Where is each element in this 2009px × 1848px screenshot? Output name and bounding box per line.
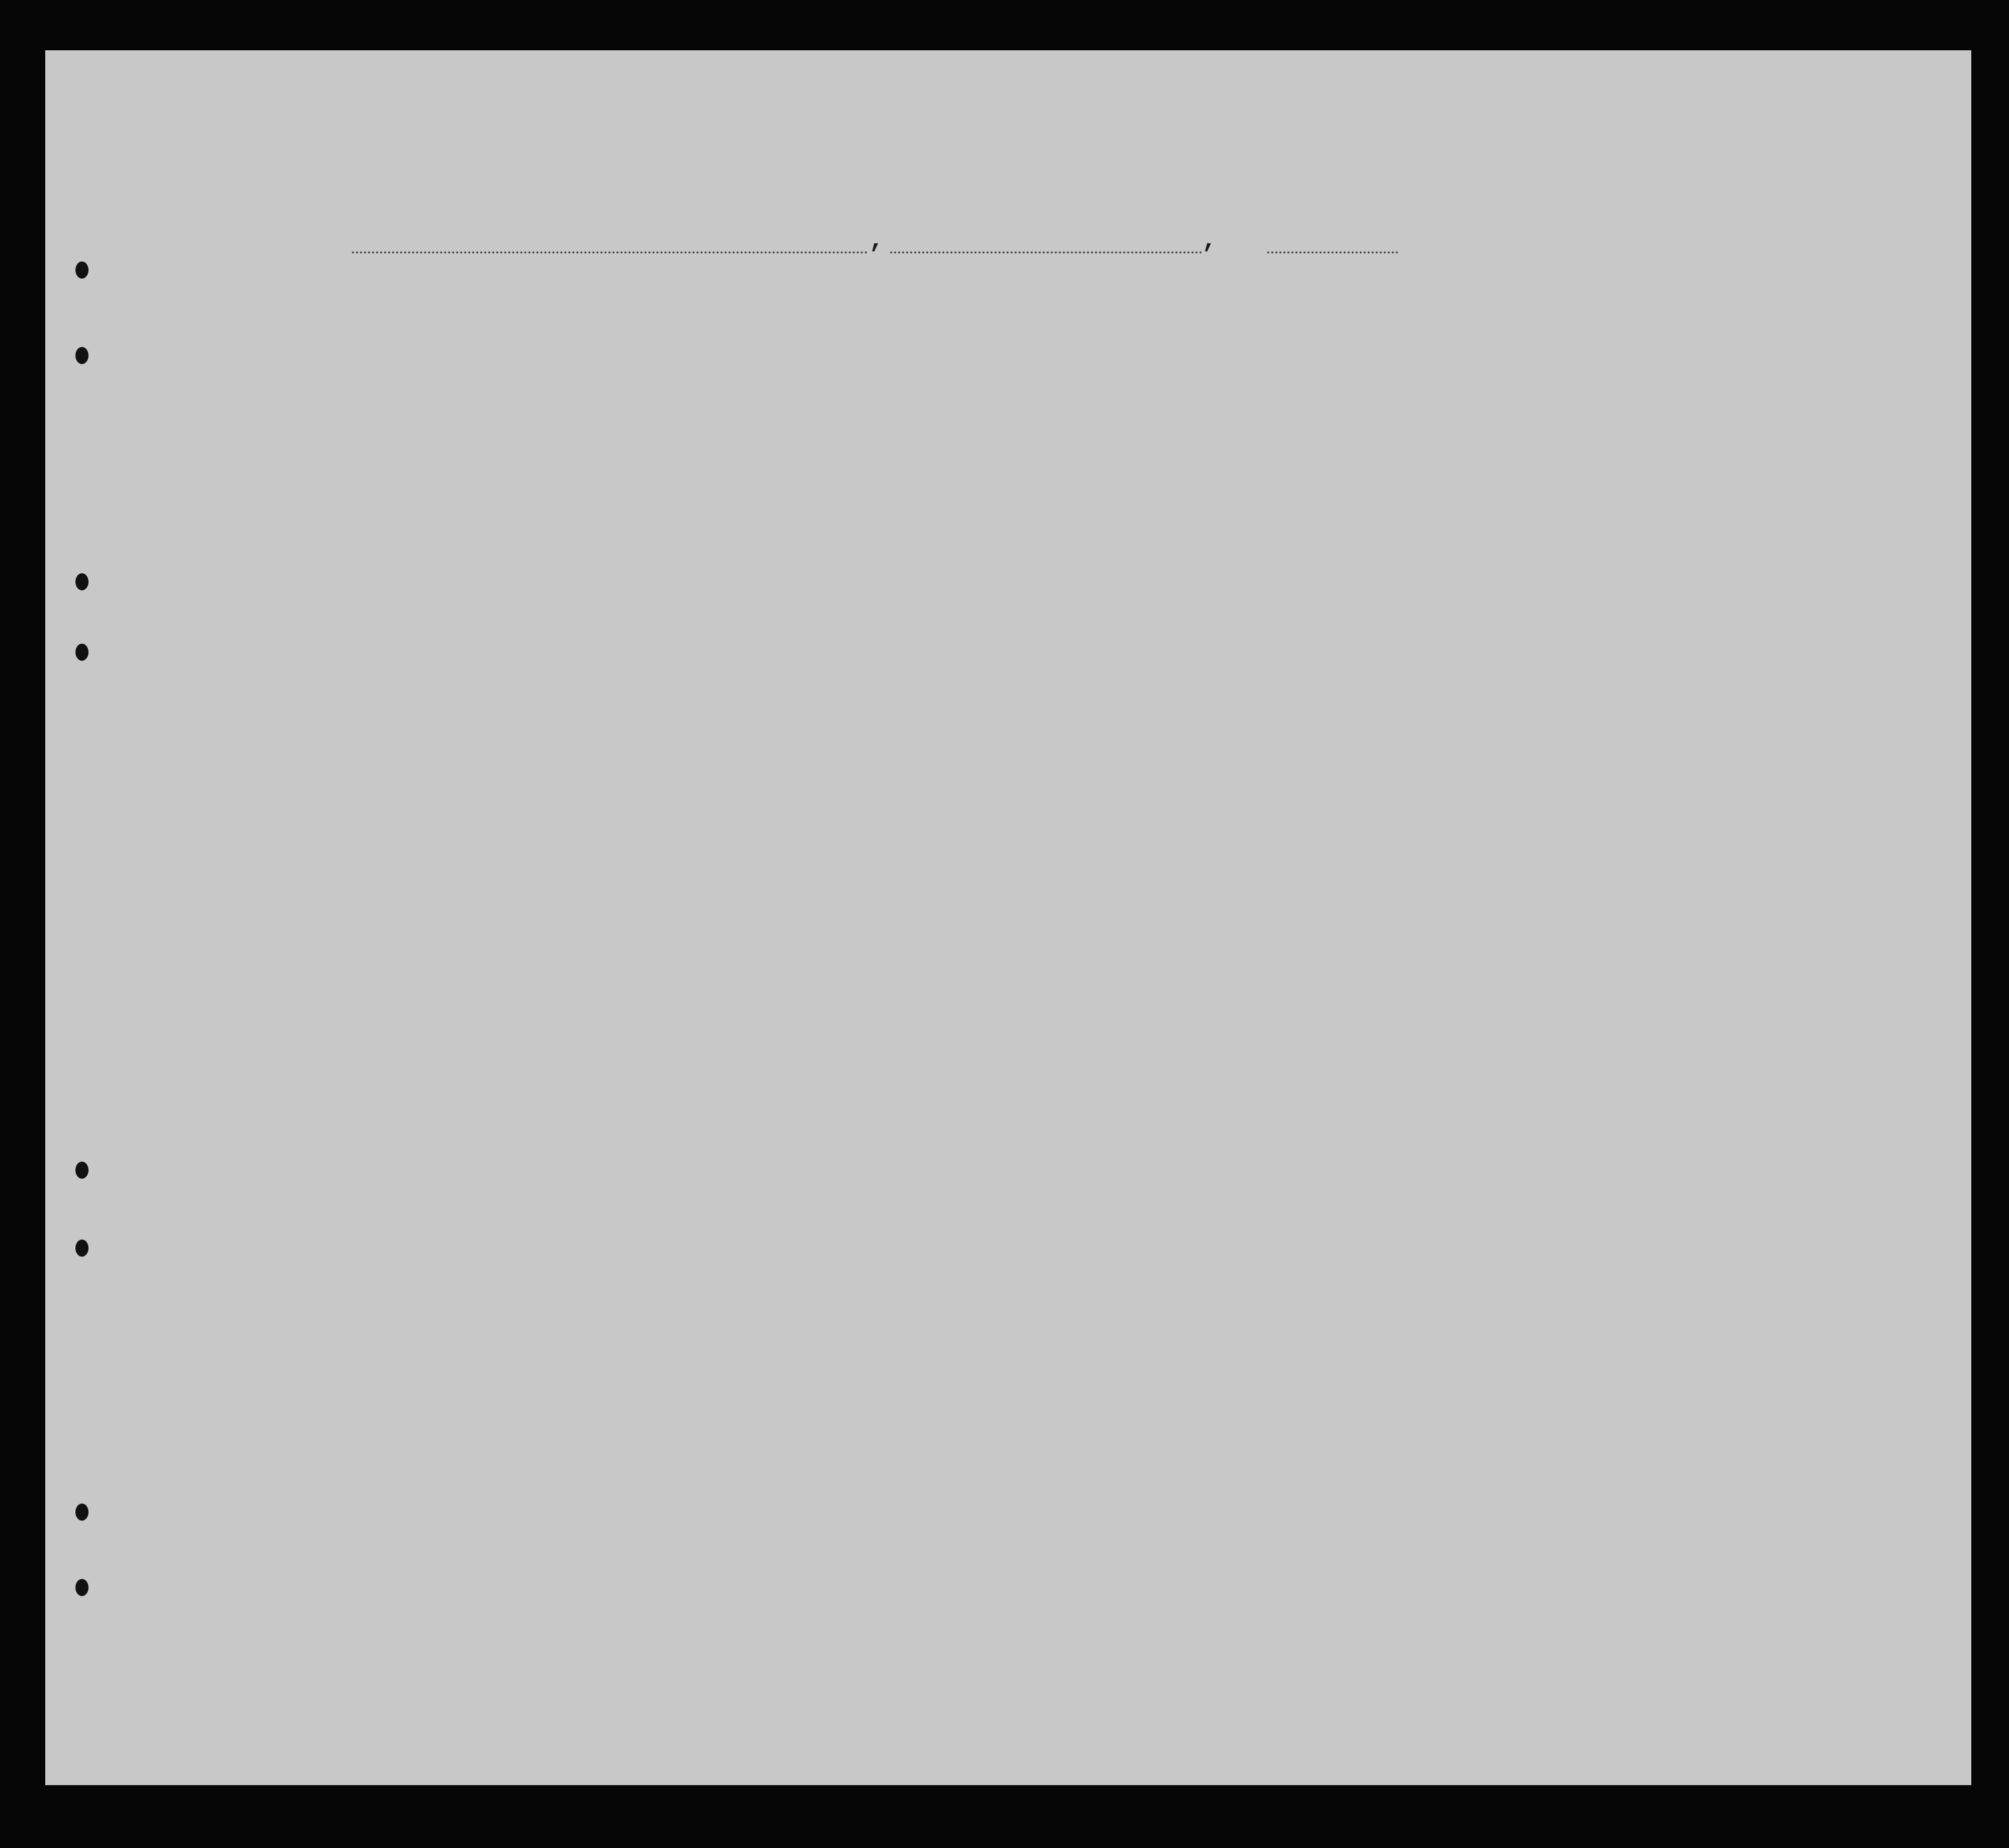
year-underline xyxy=(1267,251,1398,253)
manifest-table xyxy=(53,274,1956,1607)
port-underline xyxy=(352,251,867,253)
arrival-comma: , xyxy=(869,226,885,255)
date-underline xyxy=(890,251,1202,253)
date-comma: , xyxy=(1202,226,1217,255)
